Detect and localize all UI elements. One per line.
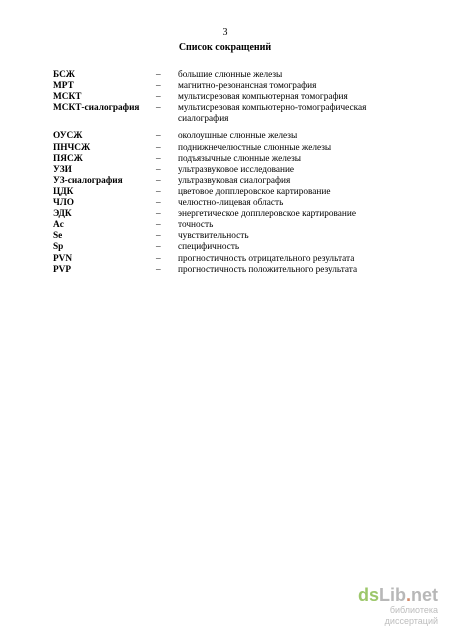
logo-subtitle: библиотека диссертаций — [384, 605, 438, 626]
dash: – — [156, 231, 161, 242]
dash: – — [156, 209, 161, 220]
abbreviation-term: МСКТ-сиалография — [53, 103, 140, 114]
dash: – — [156, 92, 161, 103]
abbreviation-definition: околоушные слюнные железы — [178, 131, 298, 142]
page-number: 3 — [222, 27, 228, 38]
logo-dot-text: . — [405, 585, 411, 605]
abbreviation-definition: мультисрезовая компьютерная томография — [178, 92, 348, 103]
dash: – — [156, 220, 161, 231]
abbreviation-definition: специфичность — [178, 242, 240, 253]
abbreviation-term: МРТ — [53, 81, 74, 92]
logo-lib-text: Lib — [378, 585, 406, 605]
abbreviation-row — [53, 209, 413, 220]
abbreviation-definition: ультразвуковое исследование — [178, 164, 295, 175]
abbreviation-row — [53, 187, 413, 198]
abbreviation-term: ОУСЖ — [53, 131, 83, 142]
abbreviation-definition: магнитно-резонансная томография — [178, 81, 317, 92]
dash: – — [156, 153, 161, 164]
abbreviation-term: Se — [53, 231, 63, 242]
dash: – — [156, 103, 161, 114]
abbreviation-definition: цветовое допплеровское картирование — [178, 186, 331, 197]
dash: – — [156, 175, 161, 186]
abbreviation-row — [53, 220, 413, 231]
logo-net-text: net — [411, 585, 438, 605]
abbreviation-definition: поднижнечелюстные слюнные железы — [178, 142, 332, 153]
abbreviation-row — [53, 143, 413, 154]
abbreviation-term: PVP — [53, 264, 72, 275]
abbreviation-term: УЗ-сиалография — [53, 175, 123, 186]
abbreviation-row — [53, 70, 413, 81]
abbreviation-term: Ac — [53, 220, 64, 231]
dash: – — [156, 253, 161, 264]
abbreviation-term: ЦДК — [53, 186, 74, 197]
abbreviation-definition: прогностичность отрицательного результата — [178, 253, 355, 264]
dash: – — [156, 164, 161, 175]
abbreviation-row — [53, 176, 413, 187]
abbreviation-row — [53, 254, 413, 265]
abbreviation-definition: подъязычные слюнные железы — [178, 153, 302, 164]
abbreviation-definition: энергетическое допплеровское картирование — [178, 209, 356, 220]
abbreviation-definition: мультисрезовая компьютерно-томографическая сиалография — [178, 103, 367, 125]
abbreviation-row — [53, 154, 413, 165]
dash: – — [156, 186, 161, 197]
abbreviation-term: МСКТ — [53, 92, 82, 103]
abbreviation-row — [53, 198, 413, 209]
abbreviation-row — [53, 165, 413, 176]
abbreviation-definition: челюстно-лицевая область — [178, 198, 284, 209]
dash: – — [156, 131, 161, 142]
dslib-watermark[interactable] — [342, 585, 438, 627]
abbreviation-definition: большие слюнные железы — [178, 70, 283, 80]
abbreviation-definition: точность — [178, 220, 214, 231]
page-title: Список сокращений — [178, 42, 272, 53]
logo-ds-text: ds — [357, 585, 379, 605]
abbreviation-row — [53, 81, 413, 92]
abbreviation-term: ЧЛО — [53, 198, 74, 209]
abbreviation-term: ЭДК — [53, 209, 72, 220]
abbreviation-row — [53, 242, 413, 253]
dash: – — [156, 81, 161, 92]
abbreviation-row — [53, 131, 413, 142]
dash: – — [156, 70, 161, 80]
abbreviation-definition: чувствительность — [178, 231, 249, 242]
abbreviation-term: ПНЧСЖ — [53, 142, 91, 153]
dash: – — [156, 198, 161, 209]
abbreviation-row — [53, 92, 413, 103]
abbreviation-row — [53, 231, 413, 242]
abbreviation-row — [53, 265, 413, 276]
dash: – — [156, 242, 161, 253]
abbreviation-term: ПЯСЖ — [53, 153, 83, 164]
abbreviation-term: БСЖ — [53, 70, 75, 80]
dash: – — [156, 142, 161, 153]
abbreviation-term: PVN — [53, 253, 73, 264]
dslib-logo — [342, 585, 438, 605]
abbreviation-term: УЗИ — [53, 164, 72, 175]
dash: – — [156, 264, 161, 275]
abbreviation-list — [53, 70, 413, 276]
abbreviation-definition: ультразвуковая сиалография — [178, 175, 291, 186]
abbreviation-term: Sp — [53, 242, 64, 253]
abbreviation-row — [53, 103, 413, 125]
abbreviation-definition: прогностичность положительного результата — [178, 264, 358, 275]
